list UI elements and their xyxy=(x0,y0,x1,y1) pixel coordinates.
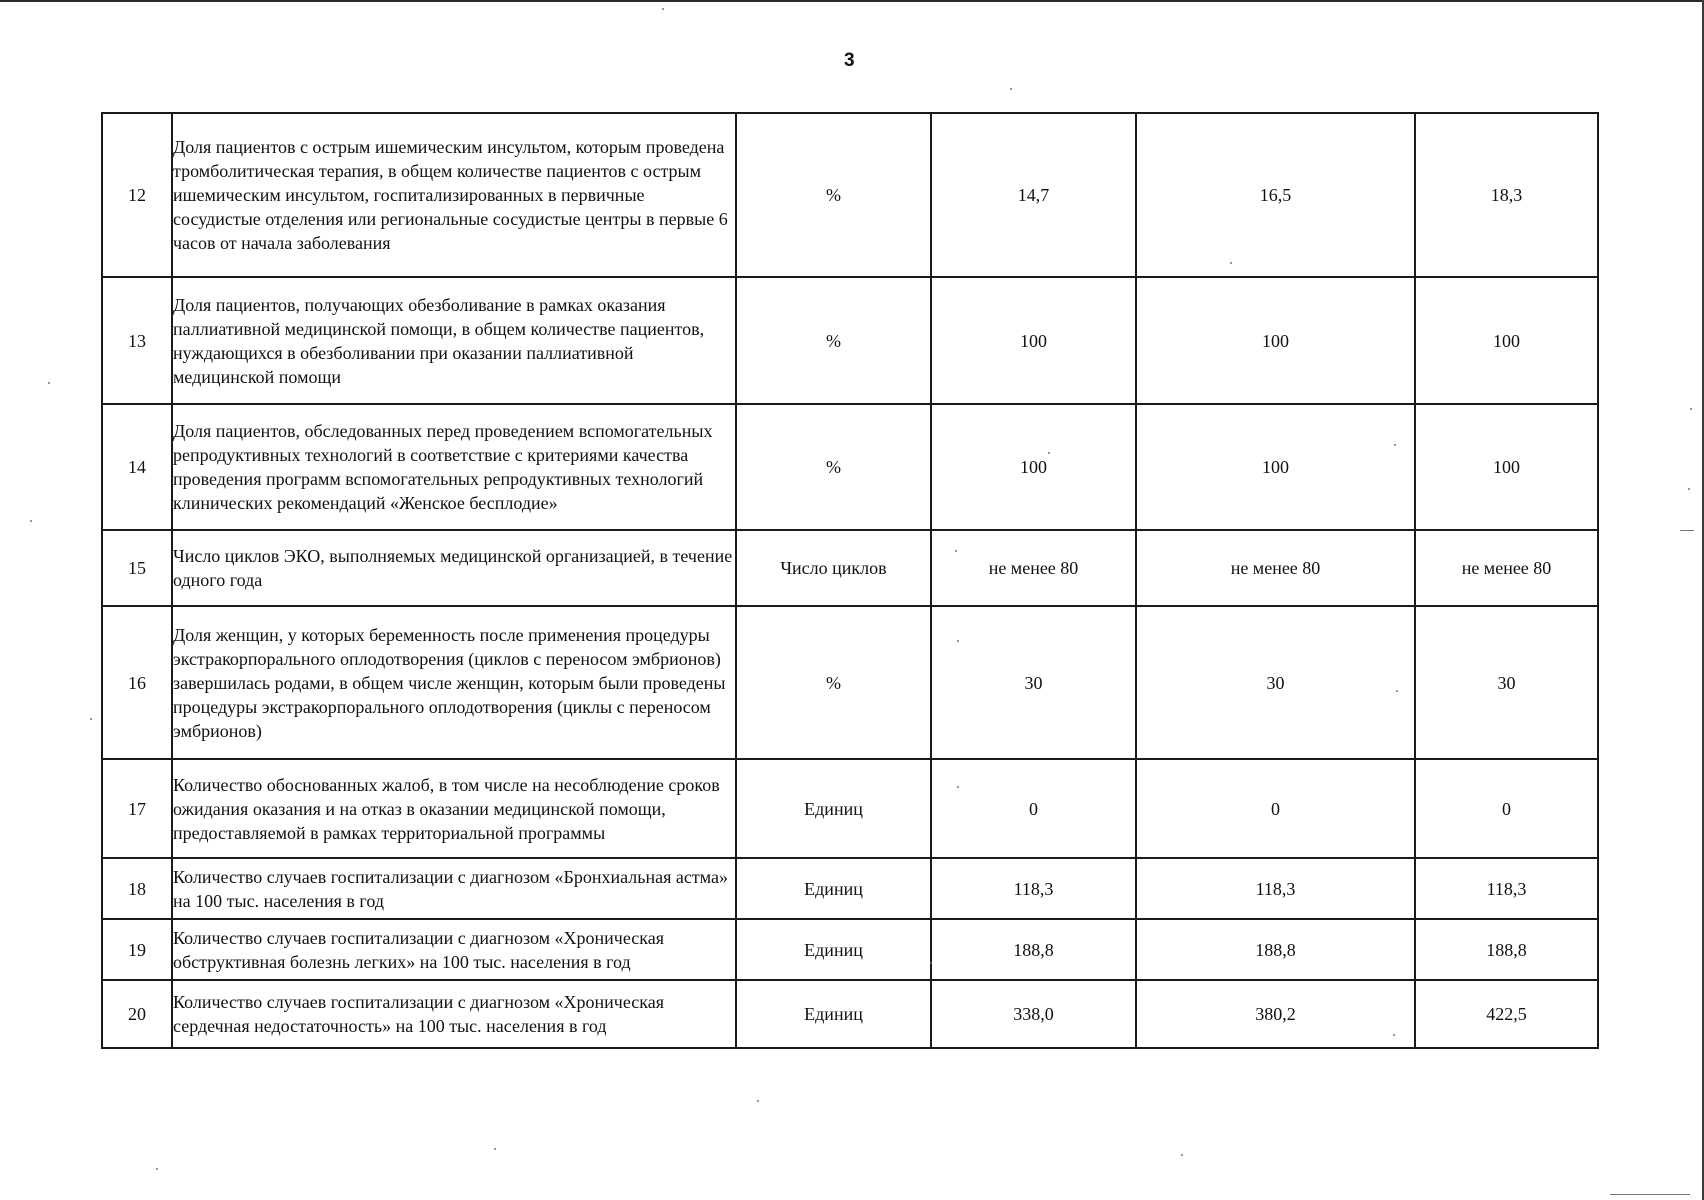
row-number: 15 xyxy=(102,530,172,606)
indicator-name: Доля женщин, у которых беременность после применения процедуры экстракорпорального оплодотворения (циклов с переносом эмбрионов) завершилась родами, в общем числе женщин, которым были проведены процедуры экстракорпорального оплодотворения (циклы с переносом эмбрионов) xyxy=(172,606,736,759)
indicator-name: Доля пациентов, получающих обезболивание в рамках оказания паллиативной медицинской помощи, в общем количестве пациентов, нуждающихся в обезболивании при оказании паллиативной медицинской помощи xyxy=(172,277,736,404)
row-number: 19 xyxy=(102,919,172,980)
value-cell-2: не менее 80 xyxy=(1136,530,1415,606)
unit-cell: % xyxy=(736,404,931,530)
unit-cell: Единиц xyxy=(736,858,931,919)
value-cell-2: 30 xyxy=(1136,606,1415,759)
value-cell-1: 100 xyxy=(931,277,1136,404)
value-cell-2: 380,2 xyxy=(1136,980,1415,1048)
row-number: 12 xyxy=(102,113,172,277)
value-cell-2: 0 xyxy=(1136,759,1415,858)
value-cell-2: 100 xyxy=(1136,277,1415,404)
value-cell-3: 100 xyxy=(1415,277,1598,404)
table-row xyxy=(102,919,1598,980)
scan-speck xyxy=(30,520,32,522)
scan-mark xyxy=(1680,530,1694,531)
indicator-name: Количество случаев госпитализации с диагнозом «Хроническая обструктивная болезнь легких» на 100 тыс. населения в год xyxy=(172,919,736,980)
value-cell-3: 0 xyxy=(1415,759,1598,858)
value-cell-3: 30 xyxy=(1415,606,1598,759)
value-cell-1: 0 xyxy=(931,759,1136,858)
indicators-table xyxy=(101,112,1599,1049)
value-cell-2: 16,5 xyxy=(1136,113,1415,277)
scan-speck xyxy=(1230,262,1232,264)
table-row xyxy=(102,606,1598,759)
table-row xyxy=(102,858,1598,919)
row-number: 14 xyxy=(102,404,172,530)
indicator-name: Количество обоснованных жалоб, в том числе на несоблюдение сроков ожидания оказания и на отказ в оказании медицинской помощи, предоставляемой в рамках территориальной программы xyxy=(172,759,736,858)
scan-speck xyxy=(156,1168,158,1170)
value-cell-2: 188,8 xyxy=(1136,919,1415,980)
row-number: 17 xyxy=(102,759,172,858)
value-cell-1: 188,8 xyxy=(931,919,1136,980)
value-cell-1: 100 xyxy=(931,404,1136,530)
page-number: 3 xyxy=(844,50,855,71)
unit-cell: Число циклов xyxy=(736,530,931,606)
scan-edge-top xyxy=(0,0,1704,2)
table-row xyxy=(102,980,1598,1048)
scan-speck xyxy=(494,1148,496,1150)
table-row xyxy=(102,404,1598,530)
scan-speck xyxy=(1394,444,1396,446)
unit-cell: % xyxy=(736,113,931,277)
indicator-name: Доля пациентов, обследованных перед проведением вспомогательных репродуктивных технологий в соответствие с критериями качества проведения программ вспомогательных репродуктивных технологий клинических рекомендаций «Женское бесплодие» xyxy=(172,404,736,530)
row-number: 16 xyxy=(102,606,172,759)
table-row xyxy=(102,530,1598,606)
unit-cell: Единиц xyxy=(736,919,931,980)
unit-cell: Единиц xyxy=(736,980,931,1048)
value-cell-3: 422,5 xyxy=(1415,980,1598,1048)
value-cell-1: 30 xyxy=(931,606,1136,759)
row-number: 20 xyxy=(102,980,172,1048)
value-cell-1: 14,7 xyxy=(931,113,1136,277)
scan-speck xyxy=(757,1100,759,1102)
table-row xyxy=(102,759,1598,858)
scan-speck xyxy=(957,640,959,642)
scan-speck xyxy=(1010,88,1012,90)
unit-cell: Единиц xyxy=(736,759,931,858)
scan-speck xyxy=(1396,690,1398,692)
indicator-name: Количество случаев госпитализации с диагнозом «Бронхиальная астма» на 100 тыс. населения в год xyxy=(172,858,736,919)
scan-speck xyxy=(930,962,932,964)
scan-speck xyxy=(1181,1154,1183,1156)
scan-speck xyxy=(1690,408,1692,410)
table-row xyxy=(102,113,1598,277)
value-cell-2: 100 xyxy=(1136,404,1415,530)
unit-cell: % xyxy=(736,277,931,404)
value-cell-3: 188,8 xyxy=(1415,919,1598,980)
indicator-name: Доля пациентов с острым ишемическим инсультом, которым проведена тромболитическая терапия, в общем количестве пациентов с острым ишемическим инсультом, госпитализированных в первичные сосудистые отделения или региональные сосудистые центры в первые 6 часов от начала заболевания xyxy=(172,113,736,277)
scan-speck xyxy=(955,550,957,552)
value-cell-3: не менее 80 xyxy=(1415,530,1598,606)
row-number: 18 xyxy=(102,858,172,919)
scan-speck xyxy=(90,718,92,720)
table-row xyxy=(102,277,1598,404)
value-cell-1: 338,0 xyxy=(931,980,1136,1048)
scan-speck xyxy=(957,786,959,788)
value-cell-3: 118,3 xyxy=(1415,858,1598,919)
value-cell-3: 100 xyxy=(1415,404,1598,530)
unit-cell: % xyxy=(736,606,931,759)
indicator-name: Количество случаев госпитализации с диагнозом «Хроническая сердечная недостаточность» на 100 тыс. населения в год xyxy=(172,980,736,1048)
value-cell-1: не менее 80 xyxy=(931,530,1136,606)
value-cell-1: 118,3 xyxy=(931,858,1136,919)
scan-speck xyxy=(1688,488,1690,490)
value-cell-2: 118,3 xyxy=(1136,858,1415,919)
scan-speck xyxy=(48,382,50,384)
scan-mark xyxy=(1610,1194,1690,1195)
indicator-name: Число циклов ЭКО, выполняемых медицинской организацией, в течение одного года xyxy=(172,530,736,606)
scan-speck xyxy=(662,8,664,10)
scan-speck xyxy=(1393,1034,1395,1036)
value-cell-3: 18,3 xyxy=(1415,113,1598,277)
scan-speck xyxy=(1048,452,1050,454)
row-number: 13 xyxy=(102,277,172,404)
